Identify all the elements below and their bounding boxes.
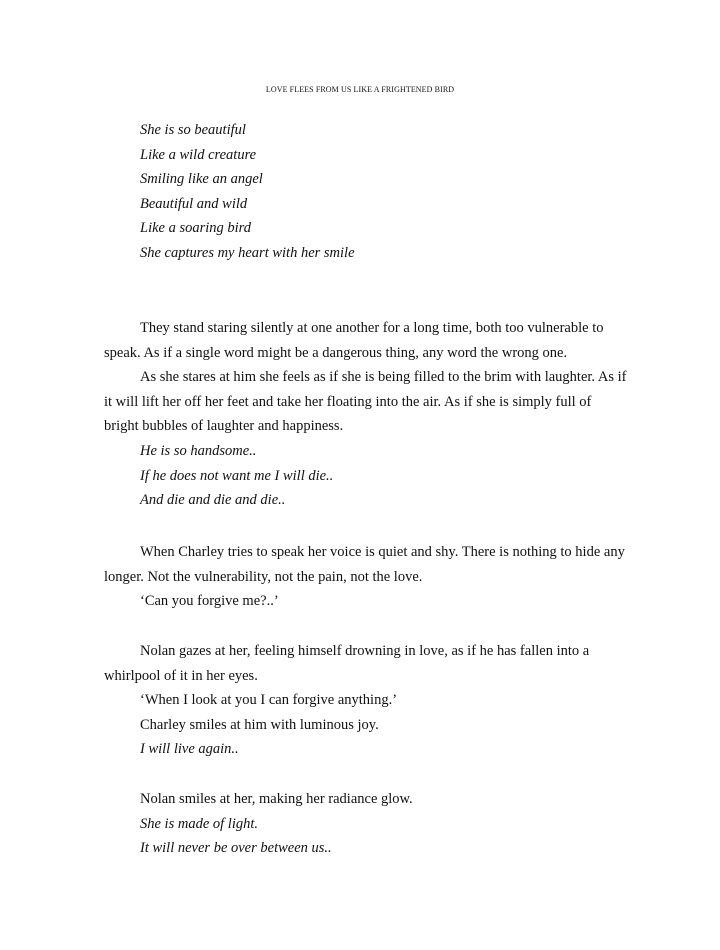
- paragraph-line: Nolan gazes at her, feeling himself drowning in love, as if he has fallen into a: [140, 643, 590, 659]
- paragraph-line: it will lift her off her feet and take her floating into the air. As if she is simply full of: [104, 393, 592, 410]
- opening-poem: [104, 118, 624, 266]
- section-staring: [104, 316, 627, 513]
- poem-line: She captures my heart with her smile: [140, 244, 355, 261]
- paragraph-line: They stand staring silently at one another for a long time, both too vulnerable to: [140, 320, 604, 336]
- poem-line: Like a wild creature: [140, 146, 257, 163]
- paragraph-line: longer. Not the vulnerability, not the pain, not the love.: [104, 568, 423, 585]
- paragraph-line: bright bubbles of laughter and happiness.: [104, 418, 344, 435]
- poem-line: Smiling like an angel: [140, 171, 263, 188]
- dialogue-line: ‘Can you forgive me?..’: [140, 593, 279, 610]
- paragraph-line: Nolan smiles at her, making her radiance glow.: [140, 791, 413, 807]
- thought-line: He is so handsome..: [140, 442, 257, 459]
- thought-line: She is made of light.: [140, 815, 259, 832]
- section-forgive: [104, 639, 624, 762]
- thought-line: And die and die and die..: [140, 492, 286, 509]
- poem-line: Beautiful and wild: [140, 195, 248, 212]
- paragraph-line: As she stares at him she feels as if she is being filled to the brim with laughter. As if: [140, 369, 627, 386]
- paragraph-line: Charley smiles at him with luminous joy.: [140, 716, 379, 733]
- poem-line: Like a soaring bird: [140, 220, 252, 237]
- paragraph-line: When Charley tries to speak her voice is quiet and shy. There is nothing to hide any: [140, 544, 625, 560]
- thought-line: It will never be over between us..: [140, 840, 332, 857]
- poem-line: She is so beautiful: [140, 122, 246, 138]
- section-speak: [104, 540, 624, 614]
- section-light: [104, 787, 624, 861]
- paragraph-line: whirlpool of it in her eyes.: [104, 667, 258, 684]
- page-title: LOVE FLEES FROM US LIKE A FRIGHTENED BIRD: [265, 85, 455, 94]
- paragraph-line: speak. As if a single word might be a dangerous thing, any word the wrong one.: [104, 344, 568, 361]
- thought-line: I will live again..: [140, 741, 239, 758]
- dialogue-line: ‘When I look at you I can forgive anything.’: [140, 692, 398, 709]
- thought-line: If he does not want me I will die..: [140, 467, 334, 484]
